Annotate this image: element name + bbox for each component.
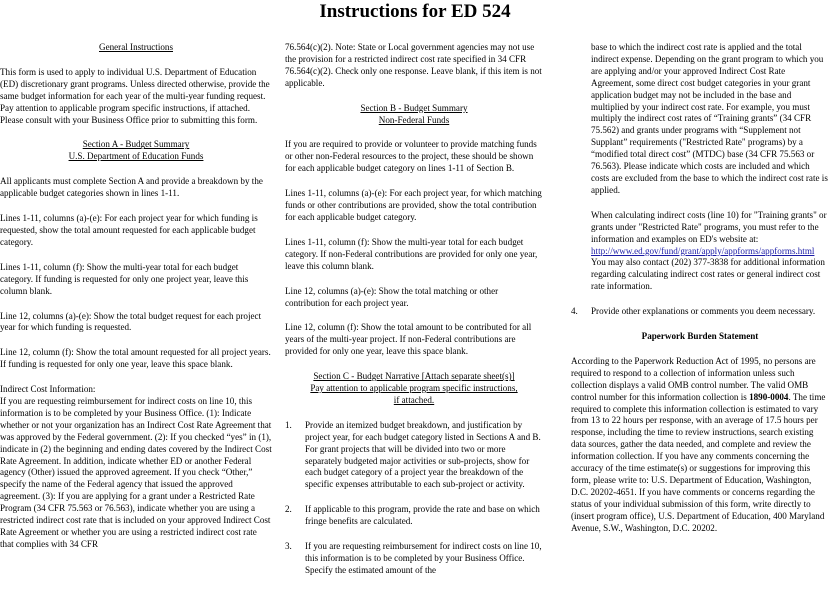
section-a-paragraph: Line 12, columns (a)-(e): Show the total budget request for each project year for which funding is requested. <box>0 310 262 333</box>
section-b-paragraph: Line 12, column (f): Show the total amount to be contributed for all years of the multi-year project. If non-Federal contributions are provided for only one year, leave this space blank. <box>285 322 532 357</box>
section-c-heading <box>285 371 543 407</box>
section-a-paragraph: Lines 1-11, columns (a)-(e): For each project year for which funding is requested, show the total amount requested for each applicable budget category. <box>0 213 258 247</box>
list-item-number: 4. <box>571 306 578 317</box>
section-b-heading <box>285 103 543 127</box>
continued-paragraph: base to which the indirect cost rate is applied and the total indirect expense. Depending on the grant program to which you are applying and/or your approved Indirect Cost Rate Agreement, some direct cost budget categories in your grant application budget may not be included in the base and multiplied by your indirect cost rate. For example, you must multiply the indirect cost rates of “Training grants” (34 CFR 75.562) and grants under programs with “Supplement not Supplant” requirements ("Restricted Rate" programs) by a “modified total direct cost” (MTDC) base (34 CFR 75.563 or 76.563). Please indicate which costs are included and which costs are excluded from the base to which the indirect cost rate is applied. <box>591 42 828 195</box>
indirect-cost-calc-paragraph: When calculating indirect costs (line 10) for "Training grants" or grants under "Restricted Rate" programs, you must refer to the information and examples on ED's website at: <box>591 209 827 244</box>
section-a-heading <box>0 139 272 163</box>
ed-website-link[interactable]: http://www.ed.gov/fund/grant/apply/appforms/appforms.html <box>591 245 815 256</box>
section-b-subtitle: Non-Federal Funds <box>378 114 450 125</box>
contact-paragraph: You may also contact (202) 377-3838 for additional information regarding calculating indirect cost rates or general indirect cost rate information. <box>591 257 825 292</box>
column-middle <box>285 42 543 590</box>
paperwork-burden-text <box>571 356 829 535</box>
section-b-title: Section B - Budget Summary <box>360 102 468 113</box>
paperwork-text-part: . The time required to complete this information collection is estimated to vary from 13 to 22 hours per response, with an average of 17.5 hours per response, including the time to review instructions, search existing data sources, gather the data needed, and complete and review the information collection. If you have any comments concerning the accuracy of the time estimate(s) or suggestions for improving this form, please write to: U.S. Department of Education, Washington, D.C. 20202-4651. If you have comments or concerns regarding the status of your individual submission of this form, write directly to (insert program office), U.S. Department of Education, 400 Maryland Avenue, S.W., Washington, D.C. 20202. <box>571 391 826 533</box>
list-item-text: If applicable to this program, provide the rate and base on which fringe benefits are calculated. <box>305 504 540 527</box>
indirect-cost-label: Indirect Cost Information: <box>0 384 96 395</box>
section-b-paragraph: Lines 1-11, column (f): Show the multi-year total for each budget category. If non-Federal contributions are provided for only one year, leave this column blank. <box>285 236 538 271</box>
section-b-paragraph: Lines 1-11, columns (a)-(e): For each project year, for which matching funds or other contributions are provided, show the total contribution for each applicable budget category. <box>285 188 542 222</box>
ed-website-link-wrap <box>571 246 829 258</box>
general-instructions-text: This form is used to apply to individual U.S. Department of Education (ED) discretionary grant programs. Unless directed otherwise, provide the same budget information for each year of the multi-year funding request. Pay attention to applicable program specific instructions, if attached. Please consult with your Business Office prior to submitting this form. <box>0 66 270 125</box>
column-right <box>571 42 829 548</box>
omb-control-number: 1890-0004 <box>749 391 789 402</box>
paperwork-burden-heading: Paperwork Burden Statement <box>641 331 759 342</box>
list-item <box>571 306 829 318</box>
section-b-paragraph: If you are required to provide or volunteer to provide matching funds or other non-Federal resources to the project, these should be shown for each applicable budget category on lines 1-11 of Section B. <box>285 139 537 174</box>
paperwork-text-part: According to the Paperwork Reduction Act of 1995, no persons are required to respond to a collection of information unless such collection displays a valid OMB control number. The valid OMB control number for this information collection is <box>571 355 816 402</box>
list-item-text: Provide an itemized budget breakdown, and justification by project year, for each budget category listed in Sections A and B. For grant projects that will be divided into two or more separately budgeted major activities or sub-projects, show for each budget category of a project year the breakdown of the specific expenses attributable to each sub-project or activity. <box>305 419 541 490</box>
section-a-paragraph: Line 12, column (f): Show the total amount requested for all project years. If funding is requested for only one year, leave this space blank. <box>0 347 271 370</box>
section-c-subtitle: if attached. <box>393 394 435 405</box>
general-instructions-heading: General Instructions <box>99 42 173 52</box>
column-left <box>0 42 272 564</box>
list-item-number: 3. <box>285 541 292 552</box>
section-c-title: Section C - Budget Narrative [Attach separate sheet(s)] <box>313 371 515 382</box>
section-a-title: Section A - Budget Summary <box>82 139 190 150</box>
list-item-text: If you are requesting reimbursement for indirect costs on line 10, this information is to be completed by your Business Office. Specify the estimated amount of the <box>305 541 542 575</box>
list-item <box>285 420 543 491</box>
list-item-number: 1. <box>285 419 292 430</box>
page-title: Instructions for ED 524 <box>319 1 511 22</box>
list-item <box>285 504 543 528</box>
continued-paragraph: 76.564(c)(2). Note: State or Local government agencies may not use the provision for a restricted indirect cost rate specified in 34 CFR 76.564(c)(2). Check only one response. Leave blank, if this item is not applicable. <box>285 42 542 88</box>
section-b-paragraph: Line 12, columns (a)-(e): Show the total matching or other contribution for each project year. <box>285 285 499 308</box>
section-a-subtitle: U.S. Department of Education Funds <box>68 151 204 162</box>
section-c-subtitle: Pay attention to applicable program specific instructions, <box>310 383 518 394</box>
list-item-number: 2. <box>285 504 292 515</box>
list-item-text: Provide other explanations or comments you deem necessary. <box>591 306 816 317</box>
indirect-cost-text: If you are requesting reimbursement for indirect costs on line 10, this information is to be completed by your Business Office. (1): Indicate whether or not your organization has an Indirect Cost Rate Agreement that was approved by the Federal government. (2): If you checked “yes” in (1), indicate in (2) the beginning and ending dates covered by the Indirect Cost Rate Agreement. In addition, indicate whether ED or another Federal agency (Other) issued the approved agreement. If you check “Other,” specify the name of the Federal agency that issued the approved agreement. (3): If you are applying for a grant under a Restricted Rate Program (34 CFR 75.563 or 76.563), indicate whether you are using a restricted indirect cost rate that is included on your approved Indirect Cost Rate Agreement or whether you are using a restricted indirect cost rate that complies with 34 CFR <box>0 396 272 549</box>
list-item <box>285 541 543 577</box>
section-a-paragraph: All applicants must complete Section A and provide a breakdown by the applicable budget categories shown in lines 1-11. <box>0 176 263 199</box>
section-a-paragraph: Lines 1-11, column (f): Show the multi-year total for each budget category. If funding is requested for only one project year, leave this column blank. <box>0 261 249 296</box>
